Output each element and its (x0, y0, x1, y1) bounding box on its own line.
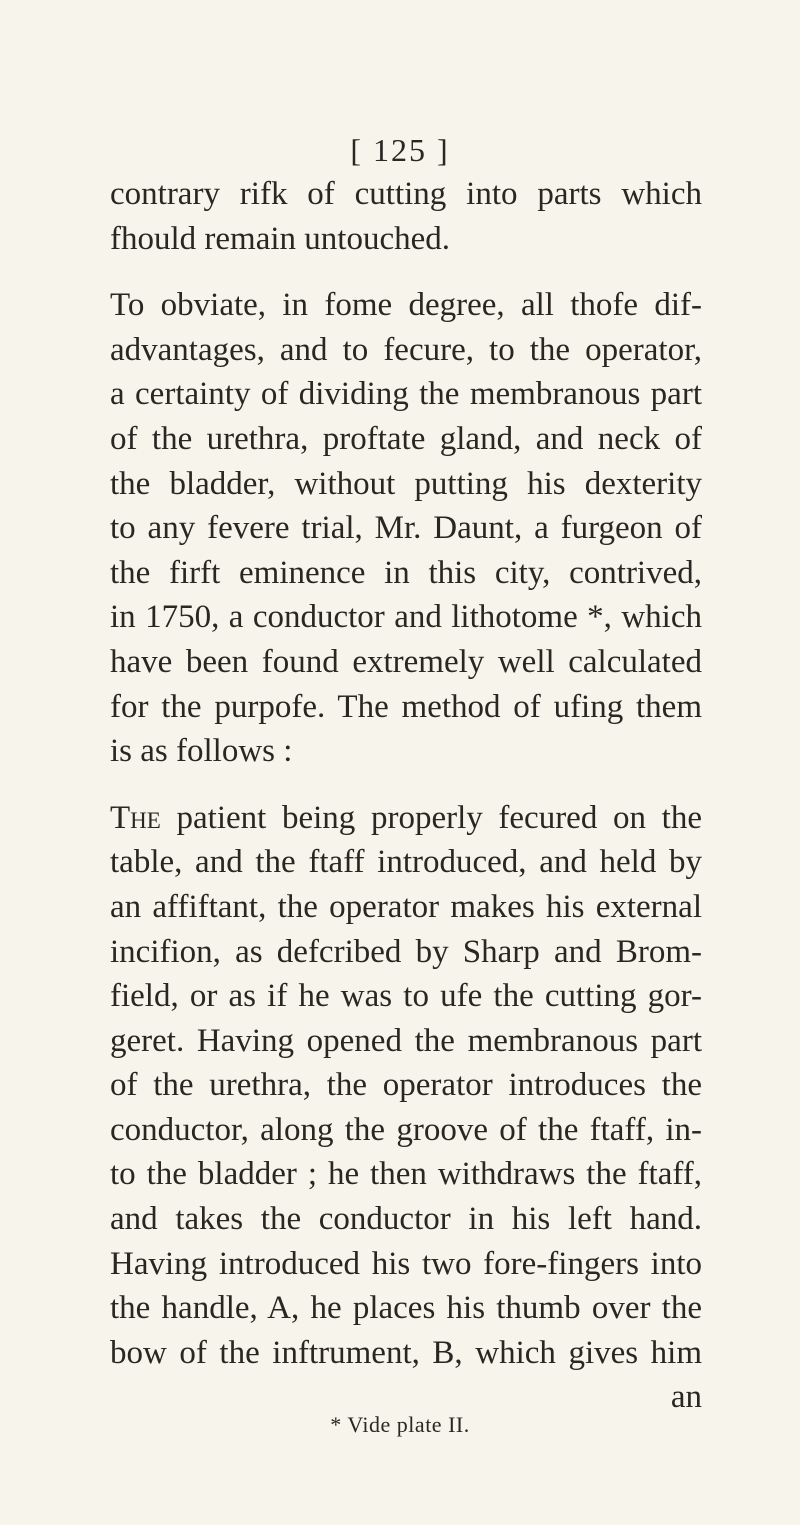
text-line: of the urethra, proftate gland, and neck of (110, 420, 702, 457)
text-line: a certainty of dividing the membranous part (110, 376, 702, 413)
small-caps-opening-word: The (110, 799, 161, 836)
text-line: bow of the inftrument, B, which gives him (110, 1334, 702, 1371)
text-line: Having introduced his two fore-fingers into (110, 1245, 702, 1282)
text-line: the bladder, without putting his dexterity (110, 465, 702, 502)
text-line: incifion, as defcribed by Sharp and Brom- (110, 933, 702, 970)
text-line (110, 796, 702, 841)
text-line: geret. Having opened the membranous part (110, 1022, 702, 1059)
text-line: to the bladder ; he then withdraws the ftaff, (110, 1156, 702, 1193)
text-line: table, and the ftaff introduced, and held by (110, 844, 702, 881)
text-line: in 1750, a conductor and lithotome *, which (110, 599, 702, 636)
text-line: the handle, A, he places his thumb over the (110, 1290, 702, 1327)
text-line: an affiftant, the operator makes his external (110, 888, 702, 925)
text-line: conductor, along the groove of the ftaff, in- (110, 1111, 702, 1148)
text-line: have been found extremely well calculated (110, 643, 702, 680)
text-line: for the purpofe. The method of ufing them (110, 688, 702, 725)
text-line: to any fevere trial, Mr. Daunt, a furgeon of (110, 510, 702, 547)
page-number: [ 125 ] (350, 132, 450, 168)
text-line: advantages, and to fecure, to the operator, (110, 331, 702, 368)
catchword: an (670, 1379, 702, 1416)
text-line-rest: patient being properly fecured on the (160, 799, 702, 836)
text-line: To obviate, in fome degree, all thofe dif- (110, 287, 702, 324)
text-line: and takes the conductor in his left hand. (110, 1201, 702, 1238)
text-line: is as follows : (110, 733, 293, 770)
text-line: field, or as if he was to ufe the cutting gor- (110, 978, 702, 1015)
paragraph-gap (110, 774, 702, 796)
footnote: * Vide plate II. (330, 1412, 470, 1437)
paragraph-gap (110, 261, 702, 283)
text-line: of the urethra, the operator introduces the (110, 1067, 702, 1104)
text-line: the firft eminence in this city, contrived, (110, 554, 702, 591)
text-line: fhould remain untouched. (110, 220, 450, 257)
text-line: contrary rifk of cutting into parts which (110, 176, 702, 212)
body-text (110, 172, 702, 1420)
